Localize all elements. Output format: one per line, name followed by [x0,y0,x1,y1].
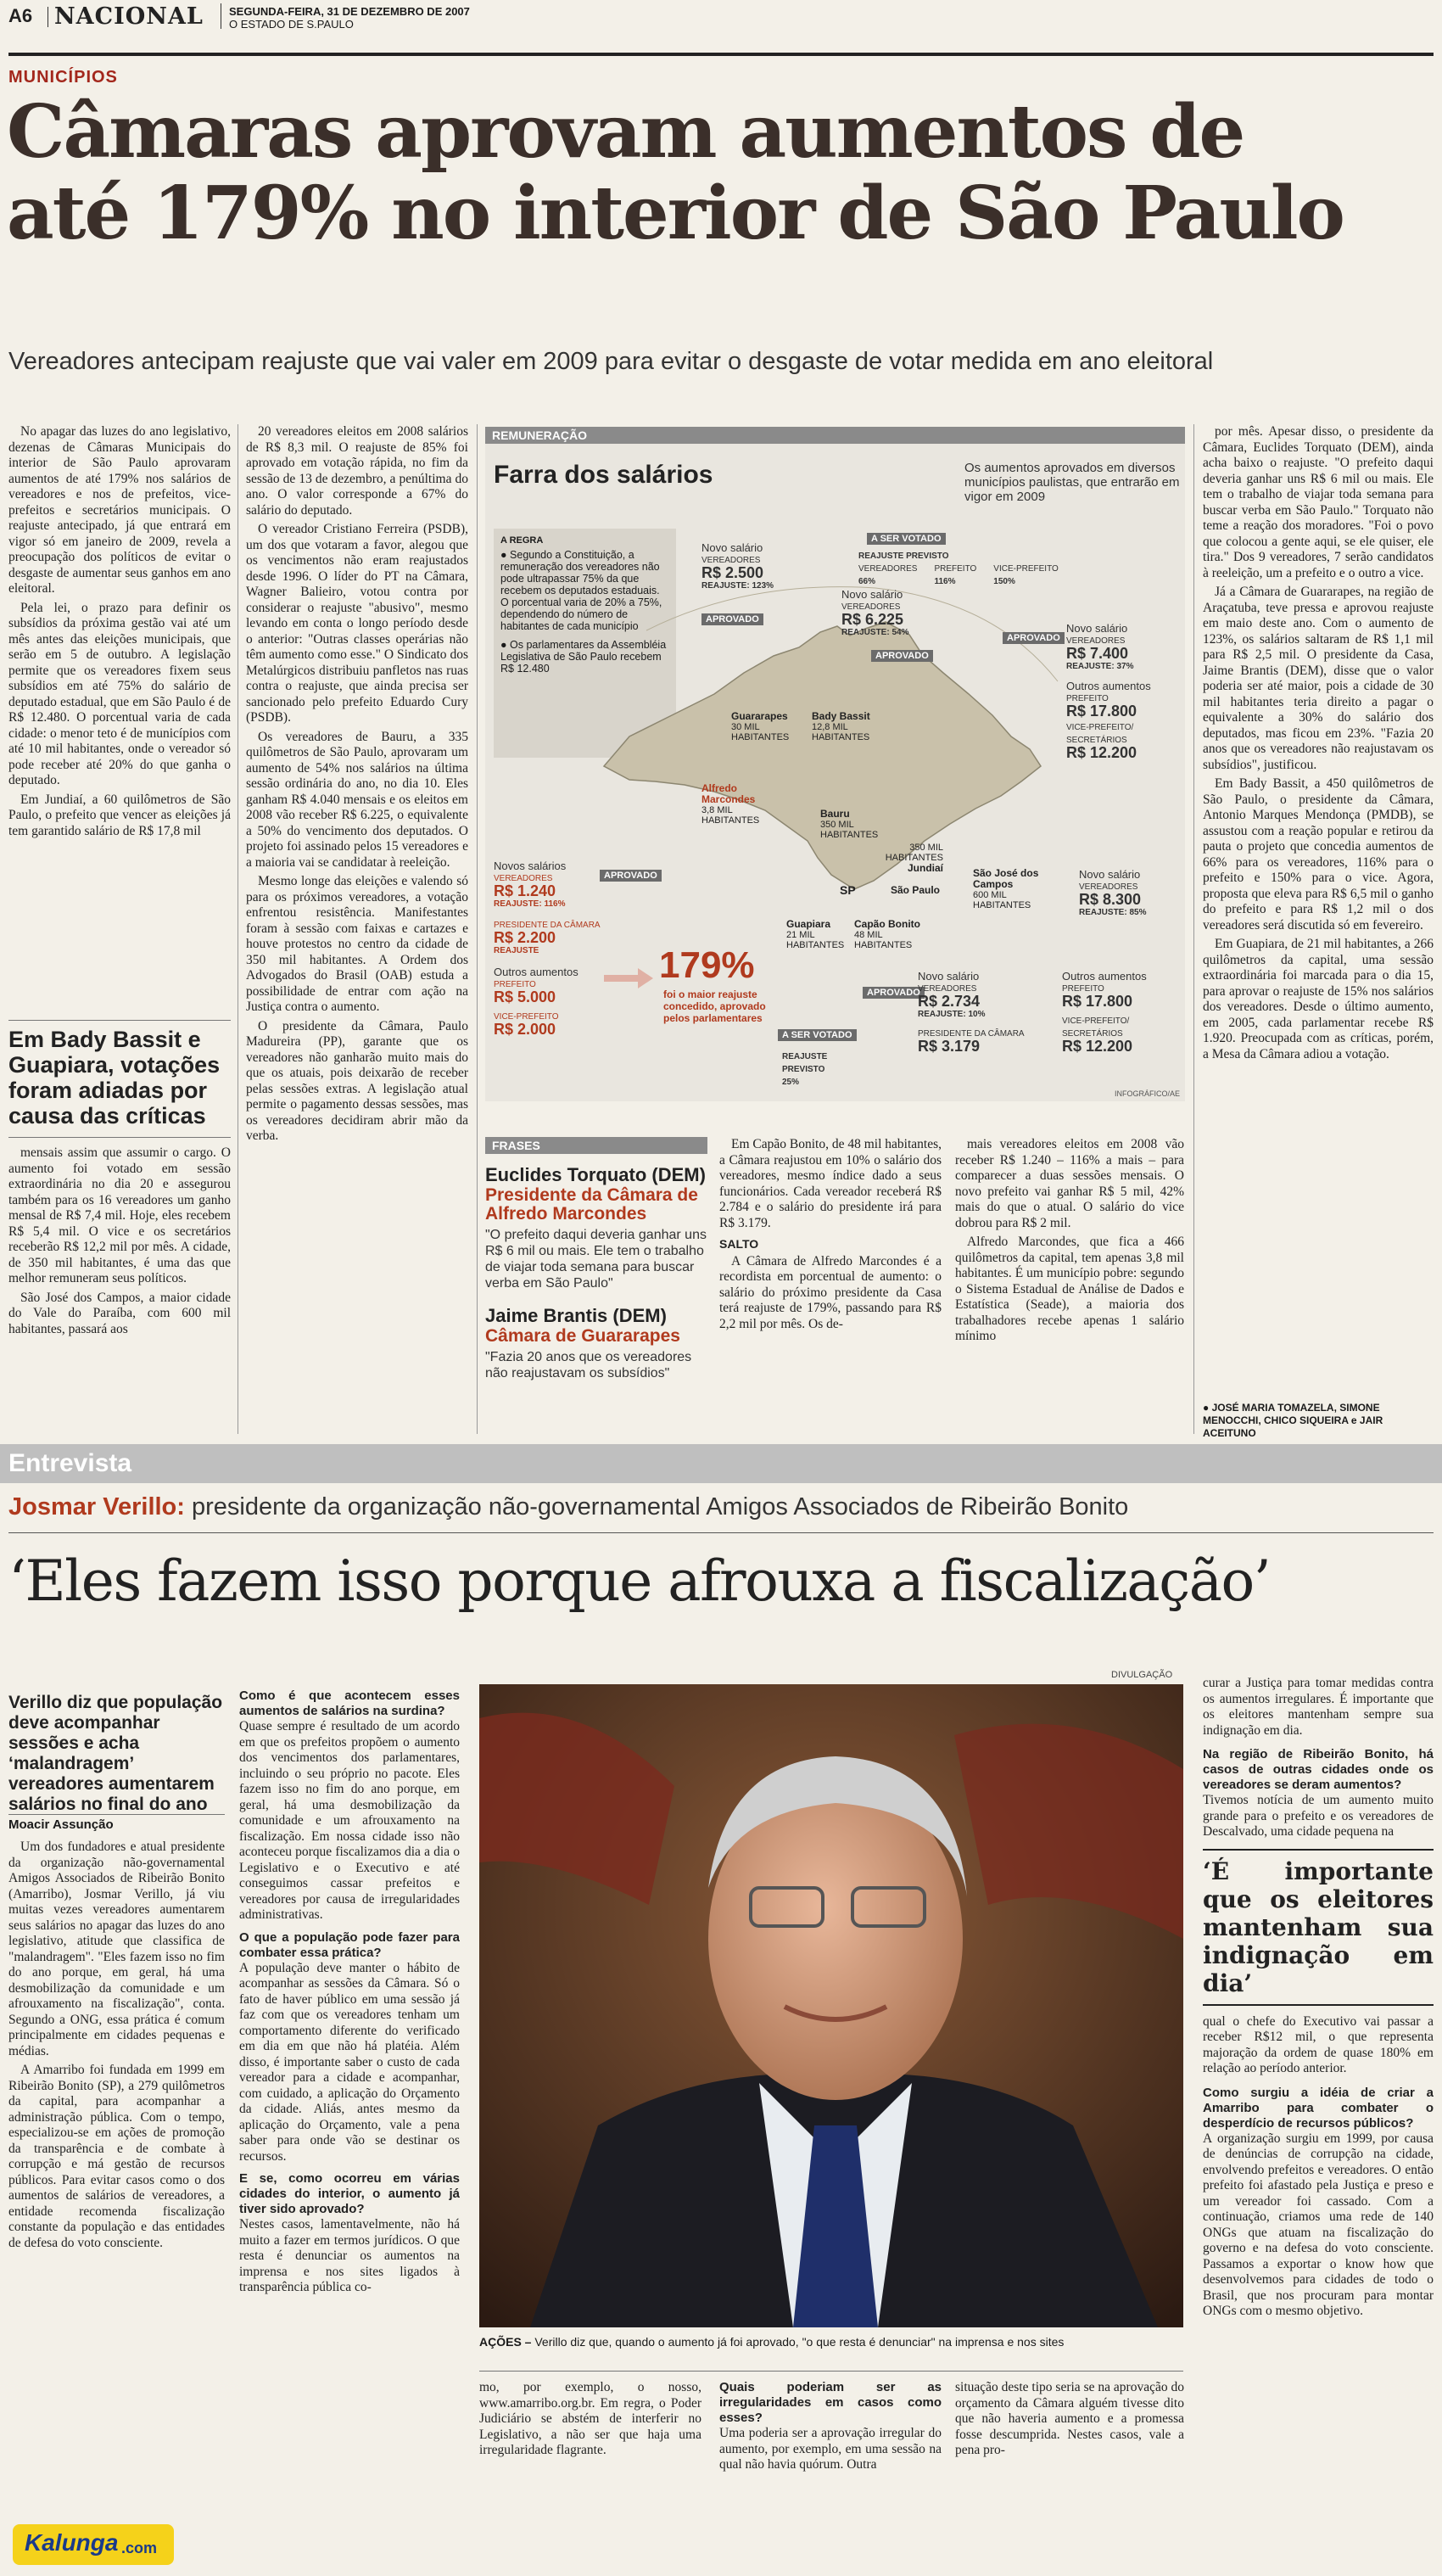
paragraph: mensais assim que assumir o cargo. O aumento foi votado em sessão extraordinária no dia 20 e assegurou também para os 16 vereadores um ganho mensal de R$ 7,4 mil. Hoje, eles recebem R$ 5,4 mil. O vice e os secretários receberão R$ 12,2 mil por mês. A cidade, de 350 mil habitantes, é uma das que melhor remuneram seus políticos. [8,1145,231,1285]
max-percent: 179% [659,944,755,986]
interviewee-name: Josmar Verillo: [8,1493,185,1520]
paragraph: Mesmo longe das eleições e valendo só para os próximos vereadores, a votação enfrentou resistência. Manifestantes foram à sessão com faixas e cartazes e houve protestos no centro da cidade de 350 mil habitantes. A Ordem dos Advogados do Brasil (OAB) estuda a possibilidade de entrar com ação na Justiça contra o aumento. [246,874,468,1014]
subhead-rule [8,1020,231,1021]
quotes-box [485,1137,707,1381]
article-column-2 [246,424,468,1442]
city-label: São Paulo [891,884,941,896]
column-3b-paragraphs [719,1254,942,1333]
interview-section-bar [0,1444,1442,1483]
article-column-1 [8,424,231,1010]
quote-1-role: Presidente da Câmara de Alfredo Marcondes [485,1185,698,1224]
ad-suffix: .com [121,2540,158,2556]
pull-quote-box [1203,1849,1434,2006]
deck: Vereadores antecipam reajuste que vai valer em 2009 para evitar o desgaste de votar medida em ano eleitoral [8,348,1214,375]
section-name: NACIONAL [54,3,204,30]
article-column-4 [955,1137,1184,1434]
interview-col1-paragraphs [8,1840,225,2251]
masthead-date: SEGUNDA-FEIRA, 31 DE DEZEMBRO DE 2007 [229,5,470,18]
badybassit-values: REAJUSTE PREVISTO VEREADORES 66% PREFEITO 116% VICE-PREFEITO 150% [858,552,1059,586]
city-label: Alfredo Marcondes 3,8 MIL HABITANTES [701,782,760,826]
column-1-paragraphs [8,424,231,839]
paragraph: A Câmara de Alfredo Marcondes é a recordista em porcentual de aumento: o salário do próximo presidente da Casa terá reajuste de 179%, passando para R$ 2,2 mil por mês. Os de- [719,1253,942,1331]
interview-answer-3: Nestes casos, lamentavelmente, não há muito a fazer em termos jurídicos. O que resta é denunciar os aumentos na imprensa e nos sites ligados à transparência pública co- [239,2217,460,2294]
interview-question-2: O que a população pode fazer para combater essa prática? [239,1929,460,1960]
arrow-icon [604,968,655,988]
status-badge: A SER VOTADO [778,1029,857,1041]
paragraph: Em Capão Bonito, de 48 mil habitantes, a Câmara reajustou em 10% o salário dos vereadores, mesmo índice dado a seus funcionários. Cada vereador receberá R$ 2.784 e o salário do presidente irá para R$ 3.179. [719,1137,942,1230]
rule-text-1: ● Segundo a Constituição, a remuneração dos vereadores não pode ultrapassar 75% da que recebem os deputados estaduais. O porcentual varia de 20% a 75%, dependendo do número de habitantes de cada município [500,549,662,632]
interview-column-4 [719,2380,942,2571]
interview-lead: Verillo diz que população deve acompanhar sessões e acha ‘malandragem’ vereadores aumentarem salários no final do ano [8,1693,223,1814]
author-rule [8,1814,225,1815]
paragraph: O presidente da Câmara, Paulo Madureira (PP), garante que os vereadores não ganharão muito mais do que os atuais, pois deixarão de receber pelas sessões extras. A legislação atual permite o pagamento dessas sessões, mas os vereadores decidiram abrir mão da verba. [246,1018,468,1143]
city-label: Capão Bonito 48 MIL HABITANTES [854,918,920,950]
article-column-3 [719,1137,942,1434]
page-number: A6 [8,5,33,26]
caption-text: Verillo diz que, quando o aumento já foi aprovado, "o que resta é denunciar" na imprensa e nos sites [534,2335,1065,2349]
interview-answer-1: Quase sempre é resultado de um acordo em que os prefeitos propõem o aumento dos vencimentos dos parlamentares, incluindo o seu próprio no pacote. Eles fazem isso no fim do ano porque, em geral, há uma desmobilização da comunidade e um afrouxamento na fiscalização. Em nossa cidade isso não aconteceu porque fiscalizamos dia a dia o Legislativo e o Executivo e até conseguimos cassar prefeitos e vereadores por causa de irregularidades administrativas. [239,1719,460,1922]
headline-line-1: Câmaras aprovam aumentos de [7,89,1244,175]
interview-question-1: Como é que acontecem esses aumentos de salários na surdina? [239,1688,460,1718]
interview-answer-2: A população deve manter o hábito de acompanhar as sessões da Câmara. Só o fato de haver público em uma sessão já faz com que os vereadores tenham um comportamento diferente do verificado em dia em que não há platéia. Além disso, é importante saber o custo de cada vereador para a cidade e acompanhar, com cuidado, a aplicação do Orçamento da cidade. Aliás, antes mesmo da aplicação do Orçamento, vale a pena saber para onde vão se destinar os recursos. [239,1960,460,2164]
portrait-image [479,1684,1183,2327]
chart-credit: INFOGRÁFICO/AE [1114,1089,1180,1098]
interview-rule [8,1532,1434,1533]
subhead-rule-2 [8,1137,231,1138]
rule-title: A REGRA [500,535,544,546]
quote-2-name: Jaime Brantis (DEM) [485,1305,667,1326]
paragraph: por mês. Apesar disso, o presidente da Câmara, Euclides Torquato (DEM), ainda acha baixo o reajuste. "O prefeito daqui deveria ganhar uns R$ 6 mil ou mais. Ele tem o trabalho de viajar toda semana para buscar verba em São Paulo." Torquato não teme a reação dos moradores. "Foi o povo que colocou a gente aqui, se ele quiser, ele tira." Dos 9 vereadores, 7 serão candidatos à reeleição, um a prefeito e o outro a vice. [1203,424,1434,580]
state-shape [604,622,1041,889]
interviewee-line [8,1493,1128,1521]
photo-caption [479,2335,1183,2349]
chart-tag: REMUNERAÇÃO [485,427,1185,444]
interview-continued-1: mo, por exemplo, o nosso, www.amarribo.org.br. Em regra, o Poder Judiciário se abstém de interferir no Legislativo, a não ser que haja uma irregularidade flagrante. [479,2380,701,2457]
subhead-1: Em Bady Bassit e Guapiara, votações foram adiadas por causa das críticas [8,1027,221,1128]
city-label: Bauru 350 MIL HABITANTES [820,808,879,840]
ad-brand: Kalunga [25,2529,119,2556]
paragraph: Em Guapiara, de 21 mil habitantes, a 266 quilômetros da capital, uma sessão extraordinária foi marcada para o dia 15, para aprovar o reajuste de 15% nos salários dos vereadores. Desde o último aumento, em 2005, cada parlamentar recebe R$ 1.920. Preocupada com as críticas, porém, a Mesa da Câmara adiou a votação. [1203,937,1434,1061]
interview-column-2 [239,1688,460,2571]
paragraph: Um dos fundadores e atual presidente da organização não-governamental Amigos Associados de Ribeirão Bonito (Amarribo), Josmar Verillo, já viu muitas vezes vereadores aumentarem seus salários no apagar das luzes do ano legislativo, atitude que classifica de "malandragem". "Eles fazem isso no fim do ano porque, em geral, há uma desmobilização da comunidade e um afrouxamento na fiscalização", conta. Segundo a ONG, essa prática é comum principalmente em cidades pequenas e médias. [8,1840,225,2058]
paragraph: mais vereadores eleitos em 2008 vão receber R$ 1.240 – 116% a mais – para comparecer a duas sessões mensais. O novo prefeito vai ganhar R$ 5 mil, 42% mais do que o atual. O salário do vice dobrou para R$ 2 mil. [955,1137,1184,1230]
column-2-paragraphs [246,424,468,1145]
column-rule [1193,424,1194,1434]
sp-label: SP [840,883,856,897]
column-rule [477,424,478,1434]
paragraph: O vereador Cristiano Ferreira (PSDB), um dos que votaram a favor, alegou que os vencimentos não eram reajustados desde 1996. O líder do PT na Câmara, Wagner Balieiro, votou contra por considerar o reajuste "abusivo", mesmo levando em conta o longo período desde o anterior: "Outras classes operárias não têm aumento como esse." O Sindicato dos Metalúrgicos distribuiu panfletos nas ruas contra o reajuste, que ainda precisa ser sancionado pelo prefeito Eduardo Cury (PSDB). [246,522,468,725]
masthead-rule [8,53,1434,56]
rule-text-2: ● Os parlamentares da Assembléia Legislativa de São Paulo recebem R$ 12.480 [500,639,667,675]
kalunga-ad[interactable] [13,2524,174,2565]
max-percent-text: foi o maior reajuste concedido, aprovado pelos parlamentares [663,988,766,1024]
paragraph: Em Jundiaí, a 60 quilômetros de São Paulo, o prefeito que vencer as eleições já tem garantido salário de R$ 17,8 mil [8,792,231,838]
photo-credit: DIVULGAÇÃO [1111,1670,1173,1680]
interview-section-label: Entrevista [8,1449,132,1477]
interview-answer-4: Uma poderia ser a aprovação irregular do aumento, por exemplo, em uma sessão na qual não havia quórum. Outra [719,2426,942,2472]
paragraph: Em Bady Bassit, a 450 quilômetros de São Paulo, o presidente da Câmara, Antonio Marques Mendonça (PMDB), se assustou com a reação popular e retirou da pauta o projeto que concedia aumentos de 66% para os vereadores, 116% para o prefeito e 150% para o vice. Agora, proposta que eleva para R$ 6,5 mil o ganho do prefeito e para R$ 1,2 mil o dos vereadores será discutida só em fevereiro. [1203,776,1434,932]
masthead-paper: O ESTADO DE S.PAULO [229,18,354,31]
interview-author: Moacir Assunção [8,1817,114,1832]
paragraph: 20 vereadores eleitos em 2008 salários de R$ 8,3 mil. O reajuste de 85% foi aprovado em votação rápida, no fim da sessão de 13 de dezembro, a penúltima do ano. O valor corresponde a 67% do salário do deputado. [246,424,468,518]
city-label: Guararapes 30 MIL HABITANTES [731,710,790,742]
article-column-5 [1203,424,1434,1400]
headline-line-2: até 179% no interior de São Paulo [7,171,1344,256]
paragraph: Já a Câmara de Guararapes, na região de Araçatuba, teve pressa e aprovou reajuste em maio deste ano. Com o aumento de 123%, os salários saltaram de R$ 1,1 mil para R$ 2,5 mil. O presidente da Casa, Jaime Brantis (DEM), disse que o valor poderia ser até maior, pois a cidade de 30 mil habitantes teria direito a pagar o equivalente a 30% do salário dos deputados, mas ficou em 23%. "Fazia 20 anos que os vereadores não reajustavam os subsídios", justificou. [1203,585,1434,772]
paragraph: Pela lei, o prazo para definir os subsídios da próxima gestão vai até um mês antes das eleições municipais, que serão em 5 de outubro. A legislação permite que os vereadores fixem seus subsídios em até 75% do salário de deputado estadual, que em São Paulo é de R$ 12.480. O porcentual varia de cada cidade: o menor teto é de municípios com até 10 mil habitantes, onde o vereador só pode receber até 20% do que ganha o deputado. [8,600,231,787]
paragraph: A Amarribo foi fundada em 1999 em Ribeirão Bonito (SP), a 279 quilômetros da capital, para acompanhar a administração pública. Com o tempo, especializou-se em ações de promoção da transparência e de combate à corrupção e má gestão de recursos públicos. Para evitar casos como o dos aumentos de salários de vereadores, a entidade recomenda fiscalização constante da população e das entidades de defesa do voto consciente. [8,2063,225,2250]
paragraph: Os vereadores de Bauru, a 335 quilômetros de São Paulo, aprovaram um aumento de 54% nos salários na última sessão ordinária do ano, no dia 10. Eles ganham R$ 4.040 mensais e os eleitos em 2008 vão receber R$ 6.225, o equivalente a 50% do vencimento dos deputados. O projeto foi assinado pelos 15 vereadores e a maioria vai se candidatar à reeleição. [246,729,468,870]
column-4-paragraphs [955,1137,1184,1345]
column-5-paragraphs [1203,424,1434,1062]
interview-answer-5b: qual o chefe do Executivo vai passar a receber R$12 mil, o que representa majoração da ordem de quase 180% em relação ao período anterior. [1203,2013,1434,2075]
interview-column-3 [479,2380,701,2571]
quote-2-role: Câmara de Guararapes [485,1326,680,1346]
interview-answer-6: A organização surgiu em 1999, por causa de denúncias de corrupção na cidade, envolvendo prefeitos e vereadores. O então prefeito foi afastado pela Justiça e preso e um vereador foi cassado. Com a continuação, criamos uma rede de 140 ONGs que atuam na fiscalização do governo e na defesa do voto consciente. Passamos a exportar o know how que desenvolvemos para cidades de todo o Brasil, que nos procuram para montar ONGs com o mesmo objetivo. [1203,2131,1434,2318]
jundiai-values: Novo salário VEREADORES R$ 7.400 REAJUSTE: 37% Outros aumentos PREFEITO R$ 17.800 VICE-PREFEITO/ SECRETÁRIOS R$ 12.200 [1066,622,1151,761]
byline: ● JOSÉ MARIA TOMAZELA, SIMONE MENOCCHI, CHICO SIQUEIRA e JAIR ACEITUNO [1203,1402,1383,1439]
interview-question-6: Como surgiu a idéia de criar a Amarribo para combater o desperdício de recursos públicos? [1203,2085,1434,2131]
chart-intro: Os aumentos aprovados em diversos municípios paulistas, que entrarão em vigor em 2009 [964,461,1180,504]
caption-rule [479,2371,1183,2372]
paragraph: Alfredo Marcondes, que fica a 466 quilômetros da capital, tem apenas 3,8 mil habitantes. É um município pobre: segundo o Sistema Estadual de Análise de Dados e Estatística (Seade), a maioria dos trabalhadores recebe apenas 1 salário mínimo [955,1235,1184,1343]
interviewee-role: presidente da organização não-governamental Amigos Associados de Ribeirão Bonito [192,1493,1129,1520]
interview-column-6 [1203,1676,1434,2571]
interview-column-1 [8,1840,225,2510]
chart-title: Farra dos salários [494,461,713,489]
salto-title: SALTO [719,1237,759,1251]
article-column-1b [8,1145,231,1434]
column-1b-paragraphs [8,1145,231,1337]
city-label: Bady Bassit 12,8 MIL HABITANTES [812,710,870,742]
column-3a-paragraphs [719,1137,942,1231]
interview-right-a: curar a Justiça para tomar medidas contra os aumentos irregulares. É importante que os eleitores mantenham sempre sua indignação em dia. [1203,1676,1434,1738]
capao-values-1: Novo salário VEREADORES R$ 2.734 REAJUSTE: 10% PRESIDENTE DA CÂMARA R$ 3.179 [918,970,1025,1055]
bauru-values: Novo salário VEREADORES R$ 6.225 REAJUSTE: 54% [841,588,909,637]
interview-answer-5: Tivemos notícia de um aumento muito grande para o prefeito e os vereadores de Descalvado, uma cidade pequena na [1203,1793,1434,1839]
salary-infographic [485,427,1185,1101]
caption-label: AÇÕES – [479,2335,532,2349]
quote-1-text: "O prefeito daqui deveria ganhar uns R$ 6 mil ou mais. Ele tem o trabalho de viajar toda semana para buscar verba em São Paulo" [485,1228,707,1291]
kicker: MUNICÍPIOS [8,68,118,87]
status-badge: A SER VOTADO [867,533,946,545]
quote-1-name: Euclides Torquato (DEM) [485,1164,706,1185]
city-label: Guapiara 21 MIL HABITANTES [786,918,845,950]
pull-quote: ‘É importante que os eleitores mantenham sua indignação em dia’ [1203,1856,1434,1997]
interview-question-3: E se, como ocorreu em várias cidades do interior, o aumento já tiver sido aprovado? [239,2171,460,2216]
paragraph: No apagar das luzes do ano legislativo, dezenas de Câmaras Municipais do interior de São Paulo aprovaram aumentos de até 179% nos salários de vereadores e nos de prefeitos, vice-prefeitos e secretários municipais. O reajuste antecipado, já que entrará em vigor só em janeiro de 2009, revela a preocupação dos políticos de evitar o desgaste de aumentar seus ganhos em ano eleitoral. [8,424,231,596]
city-label: 350 MIL HABITANTES Jundiaí [885,843,943,874]
interview-question-4: Quais poderiam ser as irregularidades em casos como esses? [719,2380,942,2425]
sjc-values: Novo salário VEREADORES R$ 8.300 REAJUSTE: 85% [1079,868,1147,917]
city-label: São José dos Campos 600 MIL HABITANTES [973,867,1039,910]
paragraph: São José dos Campos, a maior cidade do Vale do Paraíba, com 600 mil habitantes, passará aos [8,1290,231,1336]
status-badge: APROVADO [871,650,933,662]
capao-values-2: Outros aumentos PREFEITO R$ 17.800 VICE-PREFEITO/ SECRETÁRIOS R$ 12.200 [1062,970,1147,1055]
guararapes-values: Novo salário VEREADORES R$ 2.500 REAJUSTE: 123% [701,541,774,591]
status-badge: APROVADO [863,987,925,999]
interview-headline: ‘Eles fazem isso porque afrouxa a fiscalização’ [8,1548,1271,1614]
guapiara-values: REAJUSTE PREVISTO 25% [782,1052,828,1087]
status-badge: APROVADO [701,613,763,625]
quotes-tag: FRASES [485,1137,707,1154]
interview-photo [479,1684,1183,2327]
status-badge: APROVADO [1003,632,1065,644]
interview-continued-3: situação deste tipo seria se na aprovação do orçamento da Câmara alguém tivesse dito que não haveria aumento e a promessa fosse descumprida. Nestes casos, vale a pena pro- [955,2380,1184,2457]
interview-column-5 [955,2380,1184,2571]
alfredo-values: Novos salários VEREADORES R$ 1.240 REAJUSTE: 116% PRESIDENTE DA CÂMARA R$ 2.200 REAJUSTE Outros aumentos PREFEITO R$ 5.000 VICE-PREFEITO R$ 2.000 [494,860,601,1038]
interview-question-5: Na região de Ribeirão Bonito, há casos de outras cidades onde os vereadores se deram aumentos? [1203,1747,1434,1792]
quote-2-text: "Fazia 20 anos que os vereadores não reajustavam os subsídios" [485,1350,692,1380]
status-badge: APROVADO [600,870,662,882]
